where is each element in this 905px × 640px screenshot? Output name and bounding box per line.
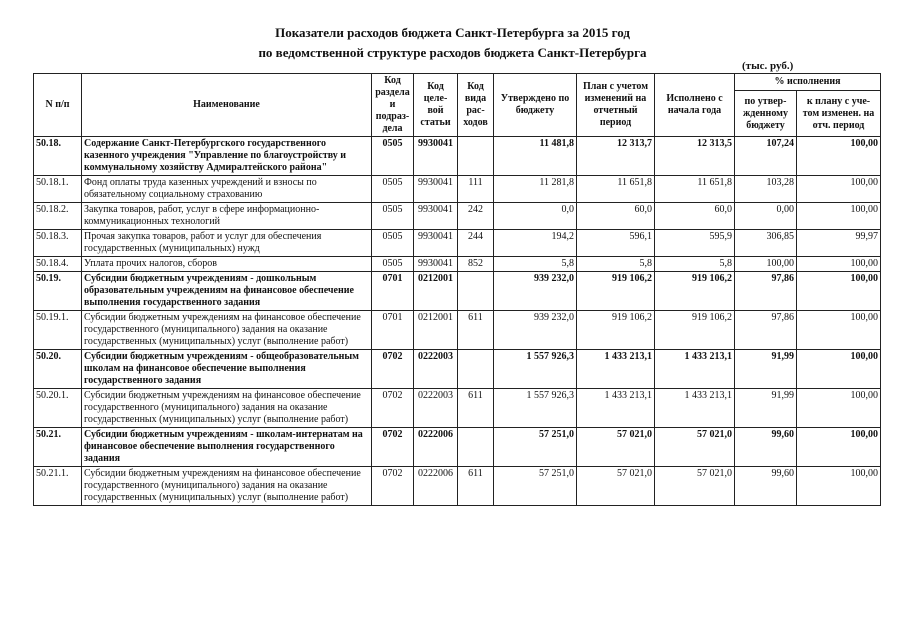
cell-pct-plan: 100,00 bbox=[797, 176, 881, 203]
cell-num: 50.20. bbox=[34, 350, 82, 389]
cell-razdel: 0702 bbox=[372, 467, 414, 506]
cell-plan: 11 651,8 bbox=[577, 176, 655, 203]
cell-vid: 852 bbox=[458, 257, 494, 272]
cell-executed: 57 021,0 bbox=[655, 428, 735, 467]
table-row bbox=[34, 467, 881, 506]
cell-pct-plan: 100,00 bbox=[797, 350, 881, 389]
cell-executed: 5,8 bbox=[655, 257, 735, 272]
cell-executed: 11 651,8 bbox=[655, 176, 735, 203]
cell-vid bbox=[458, 137, 494, 176]
cell-vid: 111 bbox=[458, 176, 494, 203]
cell-name: Субсидии бюджетным учреждениям на финансовое обеспечение государственного (муниципального) задания на оказание государственных (муниципальных) услуг (выполнение работ) bbox=[82, 389, 372, 428]
cell-name: Фонд оплаты труда казенных учреждений и взносы по обязательному социальному страхованию bbox=[82, 176, 372, 203]
units-label: (тыс. руб.) bbox=[742, 60, 794, 72]
cell-plan: 12 313,7 bbox=[577, 137, 655, 176]
cell-num: 50.21.1. bbox=[34, 467, 82, 506]
table-row bbox=[34, 272, 881, 311]
cell-plan: 57 021,0 bbox=[577, 428, 655, 467]
cell-statya: 0212001 bbox=[414, 272, 458, 311]
cell-razdel: 0701 bbox=[372, 272, 414, 311]
cell-razdel: 0702 bbox=[372, 389, 414, 428]
cell-razdel: 0505 bbox=[372, 230, 414, 257]
cell-pct-budget: 0,00 bbox=[735, 203, 797, 230]
cell-statya: 9930041 bbox=[414, 230, 458, 257]
cell-name: Субсидии бюджетным учреждениям - дошкольным образовательным учреждениям на финансовое обеспечение выполнения государственного задания bbox=[82, 272, 372, 311]
cell-pct-plan: 100,00 bbox=[797, 311, 881, 350]
table-row bbox=[34, 230, 881, 257]
cell-statya: 9930041 bbox=[414, 137, 458, 176]
cell-name: Прочая закупка товаров, работ и услуг для обеспечения государственных (муниципальных) нужд bbox=[82, 230, 372, 257]
cell-razdel: 0505 bbox=[372, 176, 414, 203]
cell-statya: 9930041 bbox=[414, 257, 458, 272]
cell-statya: 0222006 bbox=[414, 428, 458, 467]
page-subtitle: по ведомственной структуре расходов бюджета Санкт-Петербурга bbox=[258, 45, 647, 60]
cell-razdel: 0701 bbox=[372, 311, 414, 350]
cell-pct-budget: 97,86 bbox=[735, 272, 797, 311]
cell-name: Содержание Санкт-Петербургского государственного казенного учреждения "Управление по благоустройству и коммунальному хозяйству Адмиралтейского района" bbox=[82, 137, 372, 176]
cell-pct-plan: 100,00 bbox=[797, 203, 881, 230]
cell-plan: 919 106,2 bbox=[577, 311, 655, 350]
cell-vid: 244 bbox=[458, 230, 494, 257]
table-row bbox=[34, 176, 881, 203]
cell-vid bbox=[458, 272, 494, 311]
cell-approved: 939 232,0 bbox=[494, 272, 577, 311]
cell-pct-budget: 99,60 bbox=[735, 467, 797, 506]
cell-num: 50.18.4. bbox=[34, 257, 82, 272]
cell-vid bbox=[458, 350, 494, 389]
cell-razdel: 0702 bbox=[372, 428, 414, 467]
cell-approved: 0,0 bbox=[494, 203, 577, 230]
cell-approved: 57 251,0 bbox=[494, 428, 577, 467]
header-num: N п/п bbox=[34, 74, 82, 137]
cell-pct-budget: 91,99 bbox=[735, 389, 797, 428]
cell-executed: 12 313,5 bbox=[655, 137, 735, 176]
cell-num: 50.18.1. bbox=[34, 176, 82, 203]
cell-pct-plan: 100,00 bbox=[797, 389, 881, 428]
cell-num: 50.18. bbox=[34, 137, 82, 176]
cell-executed: 1 433 213,1 bbox=[655, 389, 735, 428]
cell-executed: 60,0 bbox=[655, 203, 735, 230]
cell-vid bbox=[458, 428, 494, 467]
table-row bbox=[34, 137, 881, 176]
cell-executed: 595,9 bbox=[655, 230, 735, 257]
header-name: Наименование bbox=[82, 74, 372, 137]
cell-approved: 5,8 bbox=[494, 257, 577, 272]
cell-name: Субсидии бюджетным учреждениям на финансовое обеспечение государственного (муниципального) задания на оказание государственных (муниципальных) услуг (выполнение работ) bbox=[82, 311, 372, 350]
table-row bbox=[34, 389, 881, 428]
header-pct-group: % исполнения bbox=[735, 74, 881, 91]
header-plan: План с учетом изменений на отчетный период bbox=[577, 74, 655, 137]
cell-name: Уплата прочих налогов, сборов bbox=[82, 257, 372, 272]
cell-approved: 1 557 926,3 bbox=[494, 350, 577, 389]
cell-executed: 57 021,0 bbox=[655, 467, 735, 506]
cell-pct-budget: 99,60 bbox=[735, 428, 797, 467]
header-approved: Утверждено по бюджету bbox=[494, 74, 577, 137]
cell-plan: 60,0 bbox=[577, 203, 655, 230]
header-razdel: Код раздела и подраз-дела bbox=[372, 74, 414, 137]
cell-pct-plan: 100,00 bbox=[797, 467, 881, 506]
cell-plan: 1 433 213,1 bbox=[577, 350, 655, 389]
cell-statya: 9930041 bbox=[414, 203, 458, 230]
cell-approved: 194,2 bbox=[494, 230, 577, 257]
cell-statya: 0222006 bbox=[414, 467, 458, 506]
cell-approved: 1 557 926,3 bbox=[494, 389, 577, 428]
table-row bbox=[34, 203, 881, 230]
budget-table bbox=[33, 73, 881, 506]
header-vid: Код вида рас-ходов bbox=[458, 74, 494, 137]
cell-razdel: 0702 bbox=[372, 350, 414, 389]
cell-num: 50.18.2. bbox=[34, 203, 82, 230]
cell-plan: 5,8 bbox=[577, 257, 655, 272]
cell-executed: 919 106,2 bbox=[655, 311, 735, 350]
cell-pct-plan: 100,00 bbox=[797, 428, 881, 467]
cell-pct-plan: 99,97 bbox=[797, 230, 881, 257]
cell-plan: 919 106,2 bbox=[577, 272, 655, 311]
cell-razdel: 0505 bbox=[372, 203, 414, 230]
table-row bbox=[34, 311, 881, 350]
cell-vid: 242 bbox=[458, 203, 494, 230]
header-pct-plan: к плану с уче-том изменен. на отч. период bbox=[797, 91, 881, 137]
cell-name: Субсидии бюджетным учреждениям - общеобразовательным школам на финансовое обеспечение выполнения государственного задания bbox=[82, 350, 372, 389]
cell-executed: 1 433 213,1 bbox=[655, 350, 735, 389]
cell-statya: 0212001 bbox=[414, 311, 458, 350]
cell-num: 50.19.1. bbox=[34, 311, 82, 350]
header-pct-budget: по утвер-жденному бюджету bbox=[735, 91, 797, 137]
cell-pct-plan: 100,00 bbox=[797, 272, 881, 311]
cell-name: Закупка товаров, работ, услуг в сфере информационно-коммуникационных технологий bbox=[82, 203, 372, 230]
page-title: Показатели расходов бюджета Санкт-Петербурга за 2015 год bbox=[275, 25, 630, 40]
cell-pct-budget: 91,99 bbox=[735, 350, 797, 389]
cell-pct-budget: 100,00 bbox=[735, 257, 797, 272]
cell-num: 50.21. bbox=[34, 428, 82, 467]
cell-plan: 57 021,0 bbox=[577, 467, 655, 506]
cell-pct-budget: 103,28 bbox=[735, 176, 797, 203]
cell-pct-budget: 97,86 bbox=[735, 311, 797, 350]
cell-plan: 1 433 213,1 bbox=[577, 389, 655, 428]
cell-num: 50.19. bbox=[34, 272, 82, 311]
table-body bbox=[34, 137, 881, 506]
cell-num: 50.20.1. bbox=[34, 389, 82, 428]
cell-pct-plan: 100,00 bbox=[797, 257, 881, 272]
header-statya: Код целе-вой статьи bbox=[414, 74, 458, 137]
cell-pct-budget: 306,85 bbox=[735, 230, 797, 257]
cell-vid: 611 bbox=[458, 467, 494, 506]
table-row bbox=[34, 350, 881, 389]
cell-statya: 0222003 bbox=[414, 350, 458, 389]
cell-vid: 611 bbox=[458, 389, 494, 428]
cell-num: 50.18.3. bbox=[34, 230, 82, 257]
cell-name: Субсидии бюджетным учреждениям - школам-интернатам на финансовое обеспечение выполнения государственного задания bbox=[82, 428, 372, 467]
cell-pct-plan: 100,00 bbox=[797, 137, 881, 176]
cell-razdel: 0505 bbox=[372, 137, 414, 176]
cell-approved: 11 481,8 bbox=[494, 137, 577, 176]
cell-pct-budget: 107,24 bbox=[735, 137, 797, 176]
cell-approved: 939 232,0 bbox=[494, 311, 577, 350]
table-row bbox=[34, 428, 881, 467]
cell-vid: 611 bbox=[458, 311, 494, 350]
cell-statya: 9930041 bbox=[414, 176, 458, 203]
cell-name: Субсидии бюджетным учреждениям на финансовое обеспечение государственного (муниципального) задания на оказание государственных (муниципальных) услуг (выполнение работ) bbox=[82, 467, 372, 506]
cell-plan: 596,1 bbox=[577, 230, 655, 257]
cell-razdel: 0505 bbox=[372, 257, 414, 272]
cell-approved: 11 281,8 bbox=[494, 176, 577, 203]
cell-approved: 57 251,0 bbox=[494, 467, 577, 506]
cell-statya: 0222003 bbox=[414, 389, 458, 428]
cell-executed: 919 106,2 bbox=[655, 272, 735, 311]
table-row bbox=[34, 257, 881, 272]
header-executed: Исполнено с начала года bbox=[655, 74, 735, 137]
